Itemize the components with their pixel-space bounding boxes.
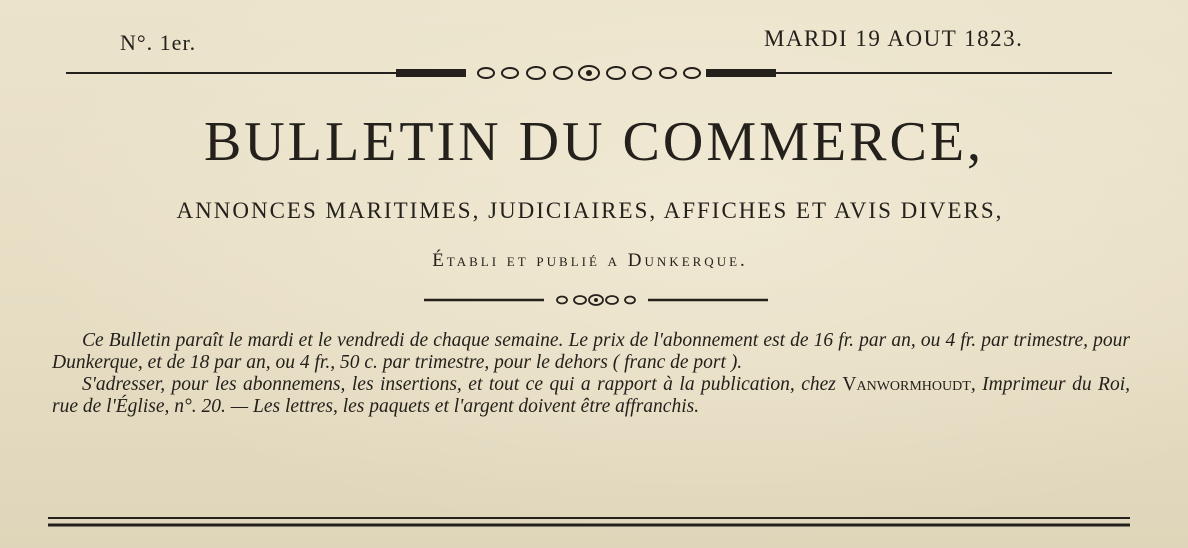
- notice-contact-end: , Imprimeur du Roi, rue de l'Église, n°. 20. — Les lettres, les paquets et l'argent doivent être affranchis.: [52, 374, 1131, 417]
- ornamental-rule-top: [66, 62, 1112, 84]
- subscription-notice: [52, 330, 1130, 418]
- issue-number: N°. 1er.: [120, 30, 197, 55]
- masthead-title: BULLETIN DU COMMERCE,: [203, 111, 985, 173]
- notice-paragraph-contact: [52, 374, 1130, 418]
- double-rule-bottom: [48, 514, 1130, 532]
- notice-contact-start: S'adresser, pour les abonnemens, les insertions, et tout ce qui a rapport à la publication, chez: [82, 374, 843, 395]
- issue-date: MARDI 19 AOUT 1823.: [764, 26, 1024, 51]
- masthead-place: Établi et publié a Dunkerque.: [432, 250, 748, 271]
- printer-name: Vanwormhoudt: [842, 374, 971, 395]
- notice-paragraph-pricing: Ce Bulletin paraît le mardi et le vendredi de chaque semaine. Le prix de l'abonnement est de 16 fr. par an, ou 4 fr. par trimestre, pour Dunkerque, et de 18 par an, ou 4 fr., 50 c. par trimestre, pour le dehors ( franc de port ).: [52, 330, 1130, 373]
- ornamental-rule-middle: [424, 292, 768, 308]
- masthead-subtitle: ANNONCES MARITIMES, JUDICIAIRES, AFFICHES ET AVIS DIVERS,: [176, 198, 1004, 223]
